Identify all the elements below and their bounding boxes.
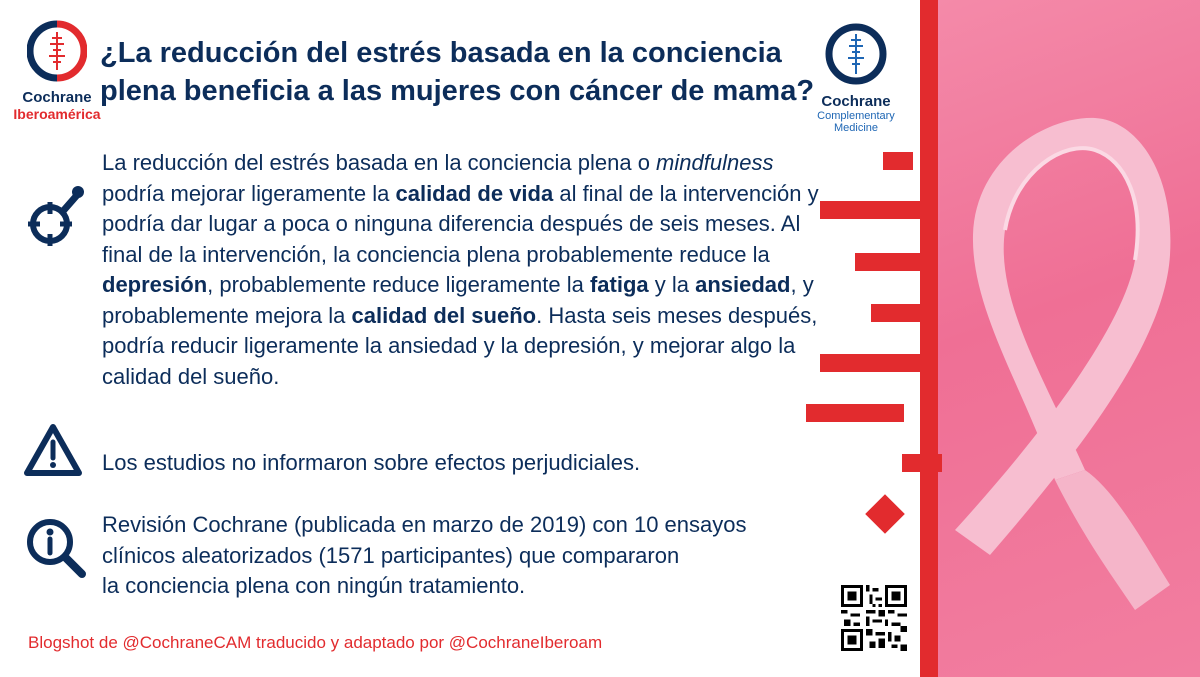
findings-segment: . Hasta seis meses después, podría reducir ligeramente la ansiedad y la depresión, y mejorar algo la calidad del sueño. <box>102 302 818 389</box>
red-bar <box>902 454 942 472</box>
red-bar <box>883 152 913 170</box>
findings-segment: al final de la intervención y podría dar lugar a poca o ninguna diferencia después de seis meses. Al final de la intervención, la conciencia plena probablemente reduce la <box>102 180 819 267</box>
findings-segment: podría mejorar ligeramente la <box>102 180 396 206</box>
findings-segment: La reducción del estrés basada en la conciencia plena o <box>102 150 657 175</box>
pink-background-panel <box>935 0 1200 677</box>
footer-credit: Blogshot de @CochraneCAM traducido y adaptado por @CochraneIberoam <box>28 633 603 652</box>
findings-bold: ansiedad <box>695 272 791 297</box>
pink-ribbon-icon <box>935 0 1200 677</box>
qr-code[interactable] <box>841 585 907 651</box>
harms-text: Los estudios no informaron sobre efectos perjudiciales. <box>102 450 641 475</box>
red-bar <box>820 354 930 372</box>
review-line: clínicos aleatorizados (1571 participantes) que compararon <box>102 542 680 568</box>
cochrane-logo-icon <box>27 20 87 82</box>
findings-bold: fatiga <box>589 272 649 297</box>
logo-name: Cochrane <box>821 93 891 110</box>
findings-bold: calidad de vida <box>395 180 554 206</box>
magnifier-target-icon <box>24 180 86 252</box>
findings-italic: mindfulness <box>656 150 774 175</box>
red-stripe <box>920 0 938 677</box>
findings-bold: depresión <box>102 272 208 297</box>
page-title: ¿La reducción del estrés basada en la conciencia plena beneficia a las mujeres con cáncer de mama? <box>100 37 815 107</box>
cochrane-iberoamerica-logo <box>12 20 102 122</box>
red-bar <box>871 304 936 322</box>
warning-triangle-icon <box>22 422 84 478</box>
cochrane-logo-icon <box>825 22 887 86</box>
review-text <box>102 510 822 602</box>
review-line: la conciencia plena con ningún tratamiento. <box>102 573 526 598</box>
review-line: Revisión Cochrane (publicada en marzo de 2019) con 10 ensayos <box>102 512 747 537</box>
logo-subtitle: Iberoamérica <box>13 106 101 122</box>
red-bar <box>806 404 904 422</box>
findings-bold: calidad del sueño <box>351 302 537 328</box>
findings-segment: , y probablemente mejora la <box>102 272 814 328</box>
findings-segment: , probablemente reduce ligeramente la <box>207 272 590 297</box>
red-diamond <box>865 494 905 534</box>
red-bar <box>820 201 925 219</box>
logo-subtitle: Complementary Medicine <box>817 110 895 134</box>
red-bar <box>855 253 925 271</box>
info-magnifier-icon <box>24 516 88 580</box>
findings-segment: y la <box>648 272 696 297</box>
findings-text <box>102 148 822 392</box>
logo-name: Cochrane <box>22 89 92 106</box>
